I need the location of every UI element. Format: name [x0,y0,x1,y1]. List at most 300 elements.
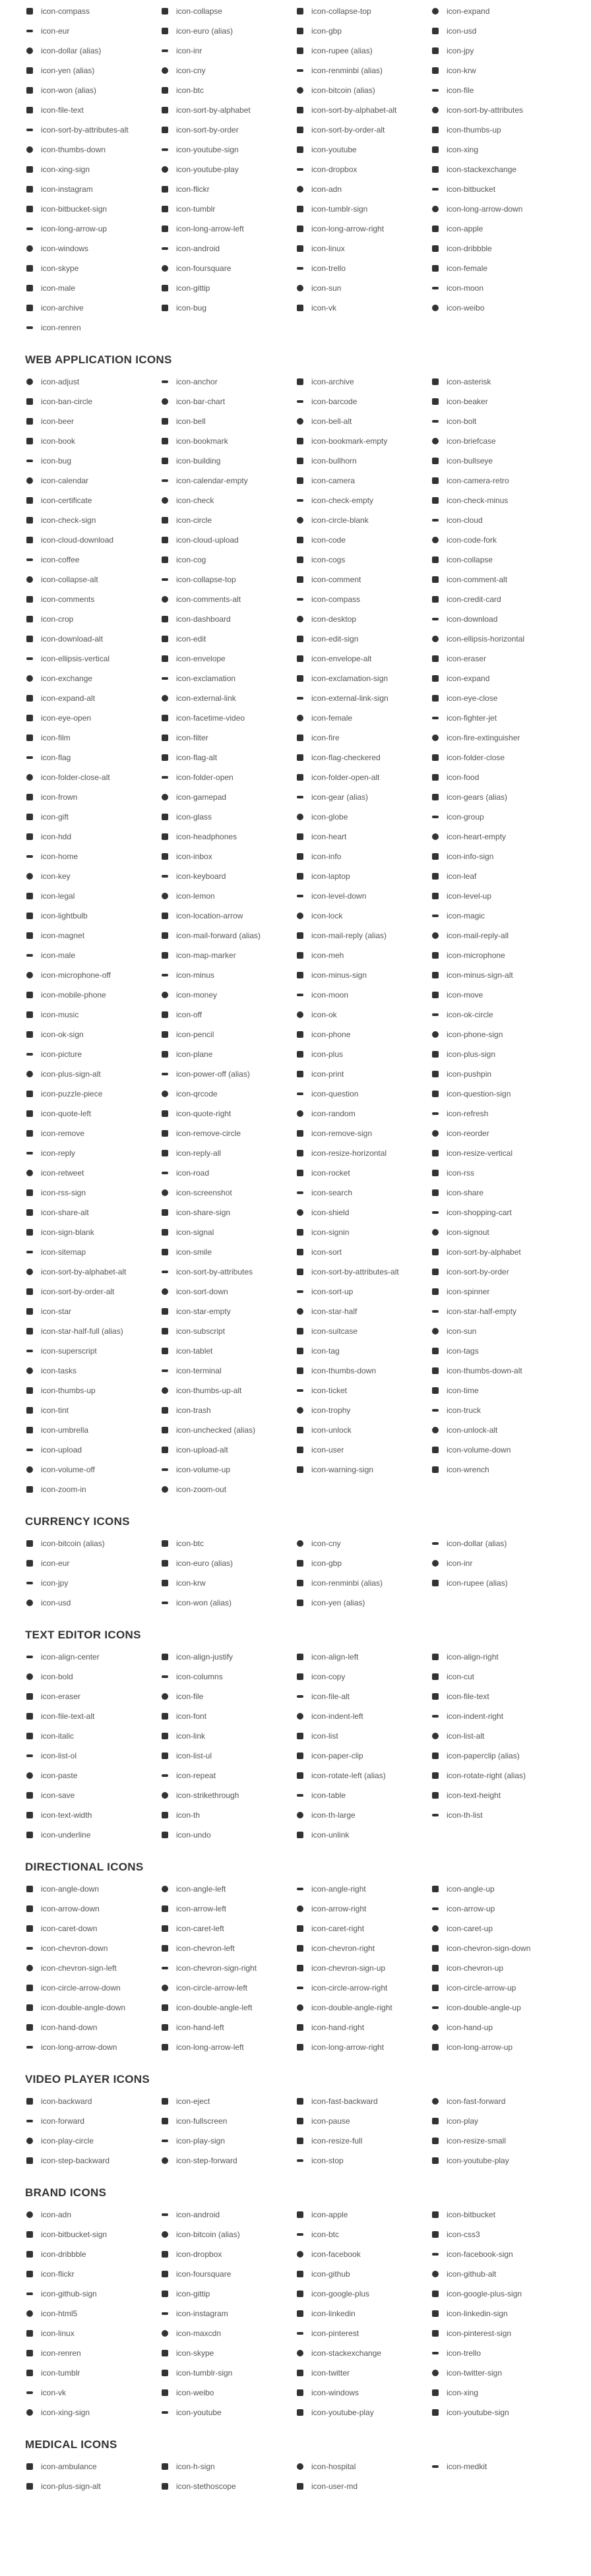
icon-class-name: icon-code [311,535,346,545]
icon-class-name: icon-signin [311,1228,350,1237]
icon-class-name: icon-cny [311,1539,341,1548]
icon-class-name: icon-comment [311,575,361,584]
icon-list-item [25,80,160,100]
icon-class-name: icon-fast-backward [311,2097,378,2106]
icon-class-name: icon-lock [311,911,343,920]
glyph-icon [25,1168,34,1178]
icon-class-name: icon-plus-sign [447,1050,496,1059]
glyph-icon [296,1904,305,1913]
icon-list-item [160,1879,296,1899]
icon-list-item [431,1879,566,1899]
icon-class-name: icon-pause [311,2116,350,2126]
glyph-icon [296,2482,305,2491]
glyph-icon [160,812,170,822]
glyph-icon [296,1366,305,1375]
icon-list-item [25,1163,160,1183]
icon-class-name: icon-envelope [176,654,226,663]
icon-list-item [296,748,431,767]
icon-list-item [25,2304,160,2323]
glyph-icon [160,753,170,762]
icon-class-name: icon-eject [176,2097,210,2106]
glyph-icon [431,2116,440,2126]
icon-class-name: icon-keyboard [176,872,226,881]
icon-class-name: icon-star [41,1307,72,1316]
icon-class-name: icon-gbp [311,26,342,36]
glyph-icon [296,2210,305,2219]
icon-list-item [431,451,566,471]
glyph-icon [25,1445,34,1454]
glyph-icon [160,1208,170,1217]
icon-list-item [296,1025,431,1044]
glyph-icon [160,1406,170,1415]
glyph-icon [296,634,305,644]
icon-class-name: icon-chevron-sign-left [41,1963,117,1973]
icon-class-name: icon-dribbble [41,2250,86,2259]
icon-list-item [431,589,566,609]
glyph-icon [431,1465,440,1474]
icon-list-item [25,1746,160,1766]
icon-list-item [160,2476,296,2496]
glyph-icon [296,417,305,426]
icon-list-item [25,1440,160,1460]
glyph-icon [25,284,34,293]
icon-class-name: icon-rss [447,1168,475,1178]
icon-class-name: icon-hand-down [41,2023,98,2032]
icon-list-item [160,160,296,179]
glyph-icon [431,1692,440,1701]
icon-list-item [296,945,431,965]
icon-class-name: icon-caret-left [176,1924,224,1933]
glyph-icon [296,7,305,16]
icon-list-item [25,2244,160,2264]
icon-class-name: icon-circle-arrow-right [311,1983,388,1992]
glyph-icon [160,535,170,545]
icon-class-name: icon-rotate-left (alias) [311,1771,386,1780]
glyph-icon [160,654,170,663]
glyph-icon [296,66,305,75]
icon-class-name: icon-krw [176,1578,206,1588]
icon-class-name: icon-apple [447,224,483,233]
glyph-icon [160,1386,170,1395]
icon-class-name: icon-android [176,2210,220,2219]
icon-class-name: icon-lightbulb [41,911,88,920]
glyph-icon [296,303,305,313]
icon-list-item [296,2457,431,2476]
icon-class-name: icon-gittip [176,2289,210,2298]
icon-list-item [296,1534,431,1553]
icon-class-name: icon-instagram [176,2309,228,2318]
glyph-icon [431,2329,440,2338]
icon-class-name: icon-hand-right [311,2023,365,2032]
icon-class-name: icon-angle-left [176,1884,226,1894]
glyph-icon [296,476,305,485]
icon-class-name: icon-flag-alt [176,753,218,762]
icon-list-item [431,1766,566,1785]
icon-list-item [25,1104,160,1123]
icon-class-name: icon-rocket [311,1168,350,1178]
glyph-icon [296,185,305,194]
glyph-icon [25,1307,34,1316]
icon-class-name: icon-thumbs-down [41,145,106,154]
icon-list-item [431,1,566,21]
icon-list-item [25,2457,160,2476]
glyph-icon [296,872,305,881]
icon-class-name: icon-linkedin [311,2309,356,2318]
glyph-icon [431,990,440,1000]
icon-list-item [160,2151,296,2171]
icon-list-item [160,570,296,589]
glyph-icon [431,951,440,960]
icon-list-item [296,1938,431,1958]
icon-class-name: icon-indent-right [447,1712,504,1721]
icon-list-item [296,1573,431,1593]
icon-class-name: icon-xing-sign [41,2408,90,2417]
icon-list-item [25,1143,160,1163]
icon-list-item [296,965,431,985]
icon-list-item [25,609,160,629]
icon-class-name: icon-info [311,852,342,861]
icon-list-item [296,847,431,866]
glyph-icon [25,145,34,154]
glyph-icon [25,1791,34,1800]
icon-list-item [431,199,566,219]
icon-class-name: icon-minus [176,971,215,980]
glyph-icon [431,1751,440,1760]
icon-class-name: icon-adjust [41,377,80,386]
glyph-icon [431,1884,440,1894]
icon-class-name: icon-circle-blank [311,516,369,525]
icon-class-name: icon-random [311,1109,356,1118]
icon-class-name: icon-vk [41,2388,67,2397]
icon-list-item [296,471,431,491]
icon-class-name: icon-circle-arrow-down [41,1983,121,1992]
icon-list-item [25,2403,160,2422]
icon-class-name: icon-usd [447,26,477,36]
icon-list-item [431,2225,566,2244]
icon-list-item [296,1593,431,1613]
glyph-icon [431,1149,440,1158]
icon-list-item [25,1262,160,1282]
icon-list-item [431,649,566,669]
icon-class-name: icon-long-arrow-up [447,2043,513,2052]
icon-list-item [431,2037,566,2057]
icon-list-item [431,1573,566,1593]
glyph-icon [160,1904,170,1913]
icon-class-name: icon-pinterest-sign [447,2329,512,2338]
glyph-icon [296,793,305,802]
glyph-icon [431,224,440,233]
icon-list-item [25,1534,160,1553]
glyph-icon [160,2136,170,2145]
icon-class-name: icon-play-sign [176,2136,226,2145]
icon-class-name: icon-fast-forward [447,2097,506,2106]
icon-class-name: icon-trello [311,264,346,273]
icon-class-name: icon-zoom-out [176,1485,227,1494]
icon-list-item [160,2343,296,2363]
glyph-icon [160,26,170,36]
icon-list-item [296,1899,431,1919]
icon-class-name: icon-facebook-sign [447,2250,513,2259]
icon-list-item [25,767,160,787]
icon-list-item [160,1534,296,1553]
icon-list-item [296,1706,431,1726]
icon-list-item [296,1766,431,1785]
icon-class-name: icon-eraser [447,654,487,663]
glyph-icon [160,2210,170,2219]
icon-class-name: icon-sort-by-attributes-alt [311,1267,399,1276]
icon-list-item [160,609,296,629]
icon-list-item [160,219,296,239]
icon-class-name: icon-xing [447,2388,479,2397]
icon-class-name: icon-move [447,990,483,1000]
glyph-icon [25,2269,34,2279]
icon-class-name: icon-shopping-cart [447,1208,512,1217]
glyph-icon [25,185,34,194]
glyph-icon [25,2388,34,2397]
icon-list-item [296,199,431,219]
icon-class-name: icon-remove-sign [311,1129,373,1138]
icon-class-name: icon-ban-circle [41,397,93,406]
glyph-icon [25,733,34,742]
icon-class-name: icon-file [176,1692,204,1701]
glyph-icon [431,496,440,505]
icon-list-item [431,1084,566,1104]
icon-class-name: icon-heart [311,832,347,841]
icon-class-name: icon-level-up [447,891,492,901]
glyph-icon [160,1327,170,1336]
glyph-icon [25,1578,34,1588]
glyph-icon [296,1830,305,1840]
icon-class-name: icon-bitbucket [447,185,496,194]
section-title: VIDEO PLAYER ICONS [25,2073,150,2085]
icon-list-item [160,1667,296,1687]
icon-list-item [25,258,160,278]
icon-class-name: icon-fire-extinguisher [447,733,520,742]
glyph-icon [160,1791,170,1800]
glyph-icon [296,1465,305,1474]
glyph-icon [25,713,34,723]
icon-grid [25,1879,566,2057]
icon-class-name: icon-volume-off [41,1465,95,1474]
icon-class-name: icon-quote-left [41,1109,92,1118]
icon-list-item [296,2304,431,2323]
icon-list-item [431,1361,566,1381]
glyph-icon [25,1425,34,1435]
icon-list-item [25,965,160,985]
glyph-icon [296,753,305,762]
glyph-icon [25,1924,34,1933]
glyph-icon [431,852,440,861]
glyph-icon [25,436,34,446]
glyph-icon [296,2329,305,2338]
glyph-icon [431,2349,440,2358]
glyph-icon [160,1924,170,1933]
icon-class-name: icon-quote-right [176,1109,232,1118]
glyph-icon [431,1050,440,1059]
icon-class-name: icon-bookmark [176,436,228,446]
icon-list-item [431,728,566,748]
glyph-icon [431,1287,440,1296]
glyph-icon [160,1731,170,1741]
glyph-icon [296,1129,305,1138]
icon-class-name: icon-trash [176,1406,211,1415]
icon-list-item [296,2244,431,2264]
icon-list-item [25,1766,160,1785]
icon-list-item [160,1064,296,1084]
glyph-icon [160,105,170,115]
icon-list-item [431,2244,566,2264]
icon-list-item [25,1593,160,1613]
icon-class-name: icon-chevron-up [447,1963,504,1973]
icon-class-name: icon-coffee [41,555,80,564]
icon-list-item [160,906,296,926]
icon-list-item [25,1064,160,1084]
glyph-icon [25,2003,34,2012]
icon-class-name: icon-lemon [176,891,215,901]
icon-list-item [431,80,566,100]
glyph-icon [296,1406,305,1415]
glyph-icon [25,2250,34,2259]
icon-class-name: icon-hospital [311,2462,356,2471]
icon-list-item [431,1440,566,1460]
glyph-icon [431,2289,440,2298]
glyph-icon [25,575,34,584]
icon-class-name: icon-youtube-sign [176,145,239,154]
icon-list-item [296,392,431,411]
glyph-icon [431,476,440,485]
glyph-icon [431,145,440,154]
icon-class-name: icon-rupee (alias) [447,1578,508,1588]
icon-class-name: icon-flag [41,753,71,762]
glyph-icon [431,244,440,253]
glyph-icon [25,2043,34,2052]
icon-list-item [160,1573,296,1593]
icon-list-item [25,2383,160,2403]
icon-list-item [25,1084,160,1104]
icon-class-name: icon-dropbox [311,165,358,174]
icon-list-item [160,1203,296,1222]
icon-list-item [431,278,566,298]
glyph-icon [25,496,34,505]
glyph-icon [160,46,170,55]
glyph-icon [296,204,305,214]
glyph-icon [160,456,170,465]
glyph-icon [296,1425,305,1435]
icon-class-name: icon-align-left [311,1652,359,1662]
icon-list-item [431,1785,566,1805]
glyph-icon [25,2309,34,2318]
glyph-icon [296,2289,305,2298]
glyph-icon [160,1069,170,1079]
icon-list-item [160,807,296,827]
glyph-icon [25,1944,34,1953]
glyph-icon [431,303,440,313]
icon-list-item [431,609,566,629]
icon-class-name: icon-exclamation-sign [311,674,389,683]
icon-class-name: icon-double-angle-right [311,2003,392,2012]
glyph-icon [296,86,305,95]
icon-class-name: icon-list-alt [447,1731,485,1741]
glyph-icon [25,204,34,214]
glyph-icon [296,2309,305,2318]
icon-list-item [431,2363,566,2383]
glyph-icon [296,1168,305,1178]
glyph-icon [25,614,34,624]
glyph-icon [431,105,440,115]
glyph-icon [431,165,440,174]
glyph-icon [296,397,305,406]
icon-class-name: icon-edit-sign [311,634,359,644]
icon-class-name: icon-star-half [311,1307,358,1316]
glyph-icon [431,1811,440,1820]
glyph-icon [25,86,34,95]
icon-class-name: icon-road [176,1168,210,1178]
icon-class-name: icon-level-down [311,891,367,901]
icon-class-name: icon-sort-up [311,1287,354,1296]
icon-class-name: icon-plus-sign-alt [41,2482,101,2491]
glyph-icon [160,713,170,723]
icon-list-item [160,708,296,728]
icon-list-item [25,1282,160,1302]
icon-class-name: icon-gittip [176,284,210,293]
glyph-icon [160,2043,170,2052]
icon-class-name: icon-maxcdn [176,2329,222,2338]
glyph-icon [25,951,34,960]
glyph-icon [296,26,305,36]
glyph-icon [160,1366,170,1375]
icon-list-item [25,61,160,80]
icon-list-item [296,2131,431,2151]
icon-list-item [296,239,431,258]
glyph-icon [25,674,34,683]
icon-class-name: icon-long-arrow-down [41,2043,117,2052]
glyph-icon [296,911,305,920]
icon-list-item [25,1044,160,1064]
icon-grid [25,2091,566,2171]
icon-list-item [431,392,566,411]
glyph-icon [160,397,170,406]
glyph-icon [431,2368,440,2378]
icon-list-item [431,1534,566,1553]
icon-list-item [296,1143,431,1163]
glyph-icon [431,436,440,446]
icon-class-name: icon-windows [311,2388,359,2397]
icon-list-item [25,1573,160,1593]
icon-class-name: icon-microphone [447,951,505,960]
icon-list-item [296,41,431,61]
glyph-icon [25,1129,34,1138]
icon-class-name: icon-bitbucket [447,2210,496,2219]
glyph-icon [431,535,440,545]
icon-list-item [160,2205,296,2225]
icon-class-name: icon-superscript [41,1346,97,1356]
icon-list-item [431,1242,566,1262]
icon-list-item [25,728,160,748]
icon-class-name: icon-h-sign [176,2462,215,2471]
icon-class-name: icon-expand [447,674,490,683]
glyph-icon [160,1485,170,1494]
icon-list-item [431,2131,566,2151]
icon-list-item [431,1899,566,1919]
icon-list-item [431,1302,566,1321]
glyph-icon [160,1944,170,1953]
icon-class-name: icon-file-text [447,1692,489,1701]
icon-list-item [296,2091,431,2111]
glyph-icon [160,852,170,861]
icon-class-name: icon-sort-by-order [447,1267,509,1276]
icon-class-name: icon-instagram [41,185,93,194]
glyph-icon [296,1791,305,1800]
